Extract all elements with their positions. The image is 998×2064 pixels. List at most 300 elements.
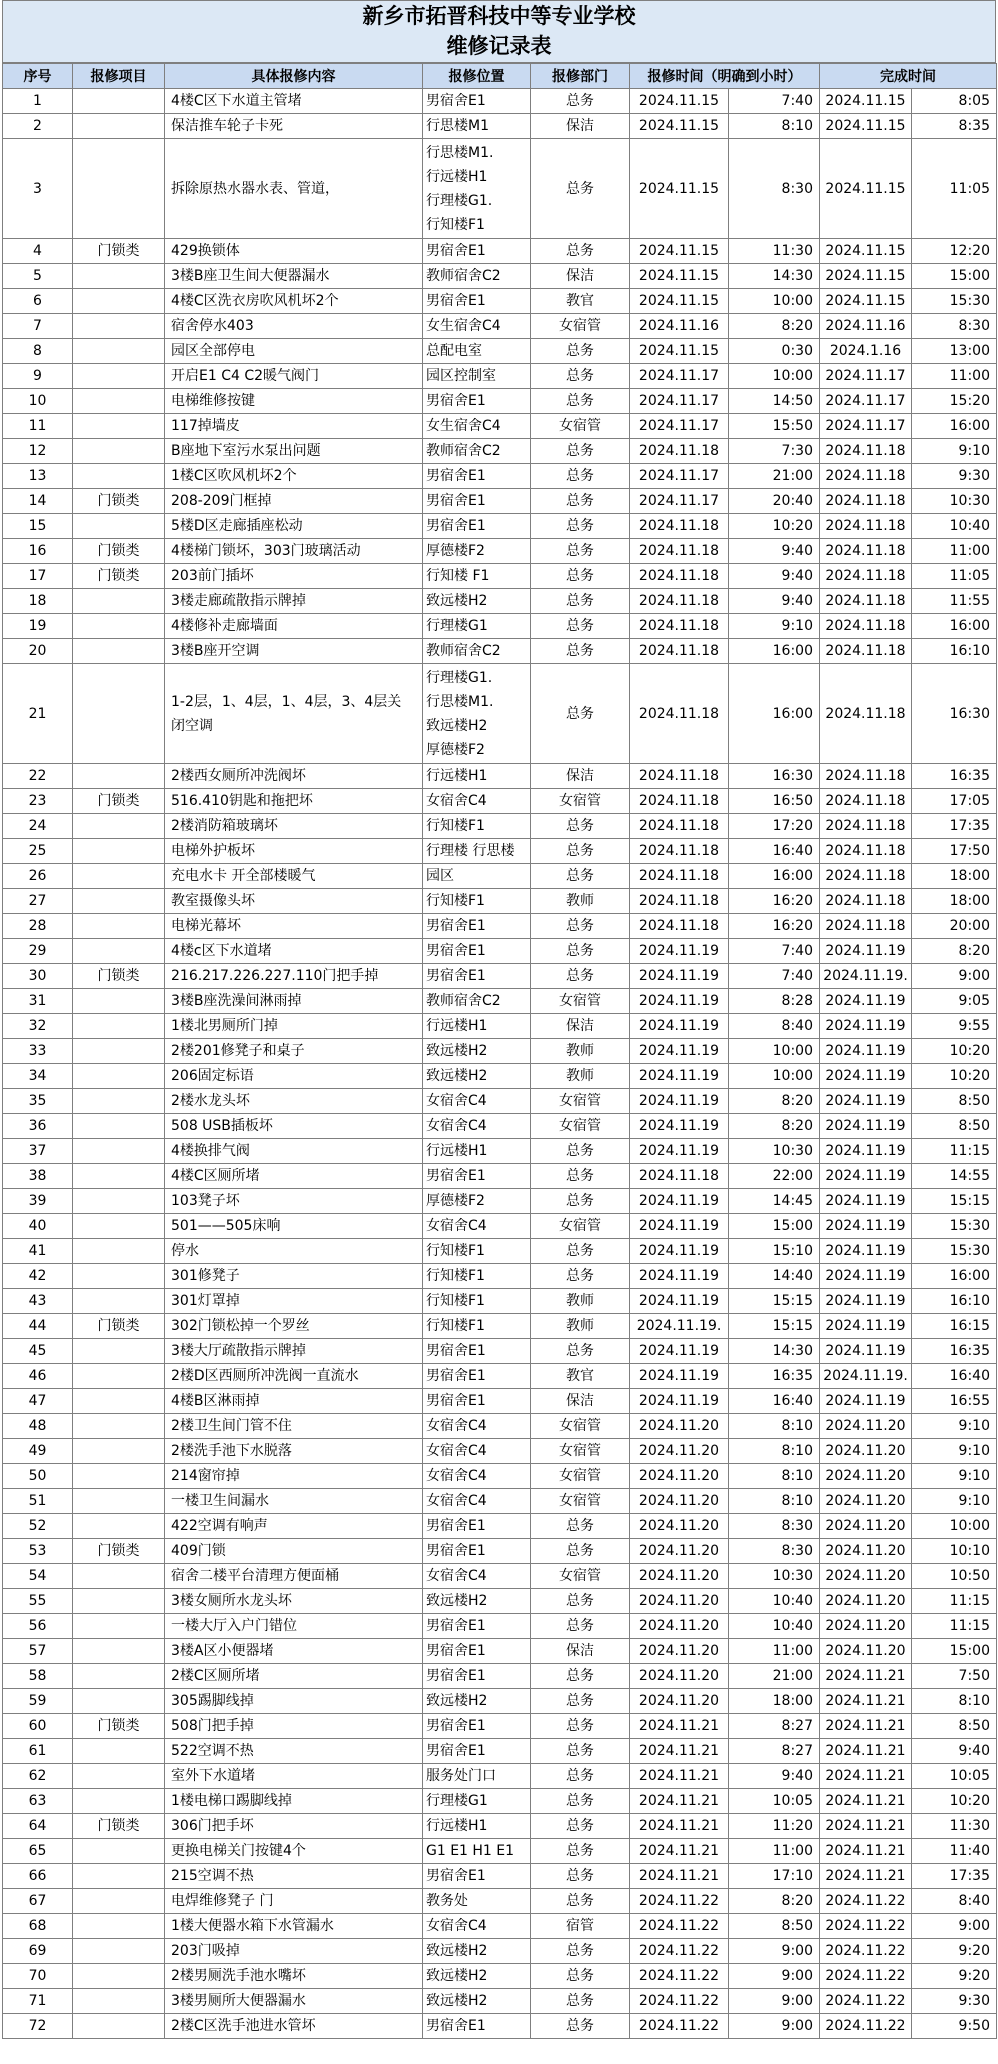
cell-location: 园区 (423, 864, 531, 889)
cell-item (73, 1689, 165, 1714)
cell-report-date: 2024.11.15 (630, 239, 729, 264)
cell-item (73, 1189, 165, 1214)
cell-report-time: 16:00 (729, 639, 820, 664)
cell-report-date: 2024.11.19 (630, 1214, 729, 1239)
cell-location: 男宿舍E1 (423, 489, 531, 514)
table-row (3, 1339, 997, 1364)
cell-location: 行知楼F1 (423, 1289, 531, 1314)
cell-no: 39 (3, 1189, 73, 1214)
cell-no: 60 (3, 1714, 73, 1739)
cell-item (73, 114, 165, 139)
cell-finish-date: 2024.11.18 (820, 564, 912, 589)
cell-report-date: 2024.11.19 (630, 1039, 729, 1064)
cell-finish-time: 12:20 (912, 239, 997, 264)
cell-dept: 总务 (531, 864, 630, 889)
cell-finish-date: 2024.11.22 (820, 1914, 912, 1939)
cell-dept: 教师 (531, 1289, 630, 1314)
cell-item (73, 814, 165, 839)
cell-location: 男宿舍E1 (423, 89, 531, 114)
cell-report-date: 2024.11.15 (630, 339, 729, 364)
table-row (3, 1789, 997, 1814)
cell-no: 6 (3, 289, 73, 314)
cell-report-time: 9:00 (729, 1939, 820, 1964)
table-row (3, 614, 997, 639)
cell-location: 男宿舍E1 (423, 1864, 531, 1889)
cell-finish-date: 2024.11.17 (820, 414, 912, 439)
table-row (3, 1514, 997, 1539)
cell-finish-date: 2024.11.20 (820, 1414, 912, 1439)
cell-finish-time: 16:55 (912, 1389, 997, 1414)
cell-location: 男宿舍E1 (423, 914, 531, 939)
cell-finish-time: 9:10 (912, 1464, 997, 1489)
cell-finish-time: 15:00 (912, 264, 997, 289)
cell-finish-time: 8:40 (912, 1889, 997, 1914)
table-row (3, 239, 997, 264)
cell-report-date: 2024.11.21 (630, 1714, 729, 1739)
cell-report-date: 2024.11.18 (630, 789, 729, 814)
cell-finish-time: 16:35 (912, 1339, 997, 1364)
cell-report-date: 2024.11.21 (630, 1839, 729, 1864)
cell-report-date: 2024.11.19 (630, 1114, 729, 1139)
cell-dept: 总务 (531, 1739, 630, 1764)
cell-report-time: 15:50 (729, 414, 820, 439)
cell-report-date: 2024.11.21 (630, 1739, 729, 1764)
cell-no: 72 (3, 2014, 73, 2039)
cell-report-date: 2024.11.19 (630, 1264, 729, 1289)
table-row (3, 1639, 997, 1664)
cell-content: 215空调不热 (165, 1864, 423, 1889)
cell-content: 208-209门框掉 (165, 489, 423, 514)
cell-content: 拆除原热水器水表、管道， (165, 139, 423, 239)
cell-dept: 女宿管 (531, 1089, 630, 1114)
cell-finish-time: 15:20 (912, 389, 997, 414)
table-row (3, 839, 997, 864)
cell-no: 2 (3, 114, 73, 139)
cell-report-date: 2024.11.18 (630, 539, 729, 564)
cell-location: 女宿舍C4 (423, 1489, 531, 1514)
cell-report-time: 17:10 (729, 1864, 820, 1889)
cell-dept: 总务 (531, 539, 630, 564)
cell-finish-date: 2024.11.18 (820, 839, 912, 864)
cell-finish-time: 15:30 (912, 1214, 997, 1239)
cell-item (73, 1614, 165, 1639)
cell-report-date: 2024.11.20 (630, 1464, 729, 1489)
cell-item (73, 339, 165, 364)
cell-report-time: 14:50 (729, 389, 820, 414)
cell-no: 4 (3, 239, 73, 264)
cell-item (73, 1589, 165, 1614)
cell-finish-date: 2024.11.19 (820, 1089, 912, 1114)
cell-content: 305踢脚线掉 (165, 1689, 423, 1714)
cell-finish-time: 9:30 (912, 1989, 997, 2014)
cell-report-date: 2024.11.18 (630, 514, 729, 539)
cell-finish-date: 2024.11.19 (820, 1014, 912, 1039)
cell-location-line: 行知楼F1 (426, 216, 485, 233)
table-row (3, 789, 997, 814)
table-row (3, 1139, 997, 1164)
cell-location: 厚德楼F2 (423, 1189, 531, 1214)
cell-finish-time: 10:00 (912, 1514, 997, 1539)
cell-report-date: 2024.11.20 (630, 1514, 729, 1539)
cell-content: 1楼电梯口踢脚线掉 (165, 1789, 423, 1814)
cell-finish-date: 2024.11.18 (820, 789, 912, 814)
cell-dept: 总务 (531, 914, 630, 939)
cell-dept: 总务 (531, 1539, 630, 1564)
cell-finish-date: 2024.11.20 (820, 1614, 912, 1639)
cell-no: 26 (3, 864, 73, 889)
cell-location: 致远楼H2 (423, 1589, 531, 1614)
cell-location: 女宿舍C4 (423, 1089, 531, 1114)
cell-report-time: 7:30 (729, 439, 820, 464)
cell-finish-date: 2024.11.21 (820, 1664, 912, 1689)
cell-item (73, 1739, 165, 1764)
cell-no: 23 (3, 789, 73, 814)
cell-dept: 总务 (531, 1264, 630, 1289)
cell-no: 35 (3, 1089, 73, 1114)
cell-finish-time: 10:10 (912, 1539, 997, 1564)
cell-report-date: 2024.11.18 (630, 614, 729, 639)
cell-no: 8 (3, 339, 73, 364)
cell-location-line: 行思楼M1. (426, 144, 494, 161)
cell-location (423, 139, 531, 239)
cell-report-date: 2024.11.17 (630, 389, 729, 414)
cell-finish-date: 2024.11.19 (820, 1214, 912, 1239)
cell-finish-date: 2024.11.20 (820, 1439, 912, 1464)
cell-report-time: 16:35 (729, 1364, 820, 1389)
table-row (3, 1264, 997, 1289)
cell-item: 门锁类 (73, 964, 165, 989)
table-row (3, 989, 997, 1014)
cell-dept: 女宿管 (531, 789, 630, 814)
cell-report-time: 8:20 (729, 1889, 820, 1914)
cell-location: 女宿舍C4 (423, 1564, 531, 1589)
cell-dept: 总务 (531, 1614, 630, 1639)
cell-no: 10 (3, 389, 73, 414)
cell-finish-date: 2024.11.20 (820, 1489, 912, 1514)
cell-content: 216.217.226.227.110门把手掉 (165, 964, 423, 989)
cell-location: 行理楼G1 (423, 1789, 531, 1814)
cell-dept: 总务 (531, 1664, 630, 1689)
cell-location: 男宿舍E1 (423, 1514, 531, 1539)
cell-content: 开启E1 C4 C2暖气阀门 (165, 364, 423, 389)
cell-item (73, 1989, 165, 2014)
table-title: 维修记录表 (446, 34, 552, 58)
cell-report-date: 2024.11.20 (630, 1414, 729, 1439)
cell-item (73, 1364, 165, 1389)
cell-location: 男宿舍E1 (423, 1539, 531, 1564)
cell-report-date: 2024.11.19 (630, 1089, 729, 1114)
cell-finish-time: 16:35 (912, 764, 997, 789)
cell-location: 男宿舍E1 (423, 464, 531, 489)
cell-report-time: 16:40 (729, 839, 820, 864)
cell-no: 45 (3, 1339, 73, 1364)
cell-report-time: 10:00 (729, 364, 820, 389)
cell-item (73, 1214, 165, 1239)
cell-item (73, 614, 165, 639)
cell-report-time: 8:10 (729, 1439, 820, 1464)
cell-finish-time: 10:05 (912, 1764, 997, 1789)
cell-item: 门锁类 (73, 1539, 165, 1564)
cell-report-time: 8:20 (729, 1114, 820, 1139)
cell-content: 4楼换排气阀 (165, 1139, 423, 1164)
cell-finish-date: 2024.11.18 (820, 439, 912, 464)
cell-no: 58 (3, 1664, 73, 1689)
table-row (3, 964, 997, 989)
cell-finish-time: 8:35 (912, 114, 997, 139)
cell-report-time: 7:40 (729, 964, 820, 989)
cell-finish-date: 2024.11.19 (820, 1339, 912, 1364)
cell-report-date: 2024.11.21 (630, 1764, 729, 1789)
cell-content: 1楼北男厕所门掉 (165, 1014, 423, 1039)
cell-finish-date: 2024.11.18 (820, 864, 912, 889)
cell-no: 28 (3, 914, 73, 939)
cell-no: 13 (3, 464, 73, 489)
cell-location: 教师宿舍C2 (423, 439, 531, 464)
cell-no: 27 (3, 889, 73, 914)
cell-report-time: 10:00 (729, 1064, 820, 1089)
cell-finish-time: 16:00 (912, 614, 997, 639)
cell-finish-date: 2024.11.21 (820, 1689, 912, 1714)
table-row (3, 1889, 997, 1914)
cell-finish-date: 2024.11.19 (820, 1189, 912, 1214)
cell-content: 2楼男厕洗手池水嘴坏 (165, 1964, 423, 1989)
cell-report-date: 2024.11.22 (630, 1939, 729, 1964)
cell-no: 52 (3, 1514, 73, 1539)
cell-finish-date: 2024.11.15 (820, 89, 912, 114)
cell-no: 15 (3, 514, 73, 539)
table-row (3, 1039, 997, 1064)
cell-report-date: 2024.11.18 (630, 864, 729, 889)
cell-location: 男宿舍E1 (423, 239, 531, 264)
cell-report-date: 2024.11.19 (630, 1239, 729, 1264)
cell-location: 园区控制室 (423, 364, 531, 389)
cell-finish-time: 11:05 (912, 139, 997, 239)
cell-content: 4楼C区洗衣房吹风机坏2个 (165, 289, 423, 314)
cell-location: 致远楼H2 (423, 1689, 531, 1714)
cell-content: 214窗帘掉 (165, 1464, 423, 1489)
cell-report-time: 8:10 (729, 1489, 820, 1514)
cell-location: 行思楼M1 (423, 114, 531, 139)
cell-report-time: 15:15 (729, 1289, 820, 1314)
cell-content: 3楼B座洗澡间淋雨掉 (165, 989, 423, 1014)
table-row (3, 1164, 997, 1189)
cell-location: 女宿舍C4 (423, 1114, 531, 1139)
cell-report-time: 8:27 (729, 1714, 820, 1739)
table-row (3, 1689, 997, 1714)
cell-finish-time: 11:40 (912, 1839, 997, 1864)
cell-report-date: 2024.11.19 (630, 1014, 729, 1039)
cell-finish-date: 2024.11.19 (820, 1139, 912, 1164)
cell-item (73, 1239, 165, 1264)
cell-item (73, 1664, 165, 1689)
cell-finish-date: 2024.11.18 (820, 539, 912, 564)
table-row (3, 289, 997, 314)
cell-dept: 总务 (531, 464, 630, 489)
cell-dept: 总务 (531, 239, 630, 264)
cell-finish-time: 8:30 (912, 314, 997, 339)
cell-content: 电梯外护板坏 (165, 839, 423, 864)
cell-report-time: 8:30 (729, 1514, 820, 1539)
cell-item (73, 764, 165, 789)
table-row (3, 1539, 997, 1564)
cell-no: 46 (3, 1364, 73, 1389)
cell-finish-date: 2024.11.18 (820, 464, 912, 489)
cell-dept: 总务 (531, 814, 630, 839)
cell-no: 31 (3, 989, 73, 1014)
cell-finish-date: 2024.11.22 (820, 1989, 912, 2014)
cell-item (73, 914, 165, 939)
cell-finish-date: 2024.11.15 (820, 239, 912, 264)
cell-content: 3楼女厕所水龙头坏 (165, 1589, 423, 1614)
table-row (3, 339, 997, 364)
cell-location: 女宿舍C4 (423, 1439, 531, 1464)
cell-finish-time: 17:05 (912, 789, 997, 814)
cell-finish-time: 8:20 (912, 939, 997, 964)
cell-location: 行知楼F1 (423, 1264, 531, 1289)
cell-report-date: 2024.11.22 (630, 1889, 729, 1914)
cell-location: 行理楼 行思楼 (423, 839, 531, 864)
cell-report-date: 2024.11.18 (630, 1164, 729, 1189)
cell-content: 2楼西女厕所冲洗阀坏 (165, 764, 423, 789)
cell-report-date: 2024.11.20 (630, 1489, 729, 1514)
cell-dept: 总务 (531, 1589, 630, 1614)
cell-report-time: 8:20 (729, 1089, 820, 1114)
cell-no: 29 (3, 939, 73, 964)
cell-item (73, 289, 165, 314)
table-row (3, 514, 997, 539)
cell-report-time: 8:20 (729, 314, 820, 339)
cell-report-date: 2024.11.18 (630, 589, 729, 614)
cell-finish-time: 9:40 (912, 1739, 997, 1764)
cell-finish-time: 8:50 (912, 1114, 997, 1139)
cell-no: 16 (3, 539, 73, 564)
cell-item (73, 1089, 165, 1114)
cell-location: 女宿舍C4 (423, 1214, 531, 1239)
repair-record-sheet (2, 0, 996, 2039)
cell-item (73, 464, 165, 489)
cell-report-date: 2024.11.16 (630, 314, 729, 339)
cell-item (73, 1764, 165, 1789)
cell-item (73, 1439, 165, 1464)
cell-finish-time: 10:20 (912, 1039, 997, 1064)
cell-finish-date: 2024.11.17 (820, 389, 912, 414)
header-content: 具体报修内容 (165, 64, 423, 89)
cell-finish-time: 16:10 (912, 639, 997, 664)
cell-content: 3楼男厕所大便器漏水 (165, 1989, 423, 2014)
cell-no: 30 (3, 964, 73, 989)
cell-no: 64 (3, 1814, 73, 1839)
cell-finish-date: 2024.11.19 (820, 1114, 912, 1139)
cell-finish-date: 2024.11.19. (820, 964, 912, 989)
cell-dept: 总务 (531, 639, 630, 664)
cell-location: 行远楼H1 (423, 1139, 531, 1164)
cell-report-date: 2024.11.21 (630, 1789, 729, 1814)
cell-finish-date: 2024.11.19 (820, 1039, 912, 1064)
cell-no: 20 (3, 639, 73, 664)
header-report-time: 报修时间（明确到小时） (630, 64, 820, 89)
cell-report-date: 2024.11.22 (630, 2014, 729, 2039)
table-row (3, 1289, 997, 1314)
cell-report-date: 2024.11.20 (630, 1614, 729, 1639)
table-row (3, 1739, 997, 1764)
cell-content: 206固定标语 (165, 1064, 423, 1089)
cell-dept: 教师 (531, 889, 630, 914)
cell-no: 48 (3, 1414, 73, 1439)
cell-report-date: 2024.11.19 (630, 1389, 729, 1414)
cell-location: 行远楼H1 (423, 1014, 531, 1039)
cell-no: 71 (3, 1989, 73, 2014)
cell-report-date: 2024.11.20 (630, 1564, 729, 1589)
cell-report-time: 8:30 (729, 1539, 820, 1564)
cell-dept: 总务 (531, 1164, 630, 1189)
cell-content: 422空调有响声 (165, 1514, 423, 1539)
cell-content: 保洁推车轮子卡死 (165, 114, 423, 139)
cell-content: 3楼B座开空调 (165, 639, 423, 664)
cell-finish-date: 2024.11.15 (820, 264, 912, 289)
cell-finish-date: 2024.11.18 (820, 914, 912, 939)
cell-item (73, 1464, 165, 1489)
cell-report-time: 8:40 (729, 1014, 820, 1039)
cell-no: 65 (3, 1839, 73, 1864)
cell-location: 教师宿舍C2 (423, 989, 531, 1014)
cell-report-date: 2024.11.19 (630, 1364, 729, 1389)
cell-no: 32 (3, 1014, 73, 1039)
cell-location: 男宿舍E1 (423, 2014, 531, 2039)
cell-finish-date: 2024.11.15 (820, 139, 912, 239)
cell-content: 203门吸掉 (165, 1939, 423, 1964)
table-row (3, 1389, 997, 1414)
cell-location: 男宿舍E1 (423, 1364, 531, 1389)
cell-report-date: 2024.11.19 (630, 1289, 729, 1314)
table-row (3, 314, 997, 339)
cell-report-time: 9:00 (729, 1964, 820, 1989)
cell-report-time: 22:00 (729, 1164, 820, 1189)
cell-finish-date: 2024.11.21 (820, 1839, 912, 1864)
cell-location-line: 行理楼G1. (426, 669, 493, 686)
cell-report-time: 9:40 (729, 589, 820, 614)
cell-no: 17 (3, 564, 73, 589)
cell-report-time: 9:40 (729, 1764, 820, 1789)
cell-dept: 总务 (531, 2014, 630, 2039)
cell-item (73, 864, 165, 889)
table-row (3, 1764, 997, 1789)
cell-no: 11 (3, 414, 73, 439)
cell-report-time: 16:20 (729, 914, 820, 939)
cell-content: 1楼C区吹风机坏2个 (165, 464, 423, 489)
cell-report-time: 10:00 (729, 1039, 820, 1064)
cell-finish-time: 15:15 (912, 1189, 997, 1214)
cell-report-time: 14:30 (729, 264, 820, 289)
cell-dept: 总务 (531, 939, 630, 964)
cell-item (73, 514, 165, 539)
cell-report-time: 8:30 (729, 139, 820, 239)
cell-report-time: 16:00 (729, 864, 820, 889)
cell-item (73, 1789, 165, 1814)
cell-finish-time: 9:50 (912, 2014, 997, 2039)
header-item: 报修项目 (73, 64, 165, 89)
cell-report-date: 2024.11.20 (630, 1589, 729, 1614)
cell-content: 3楼A区小便器堵 (165, 1639, 423, 1664)
cell-no: 36 (3, 1114, 73, 1139)
cell-location: 男宿舍E1 (423, 1639, 531, 1664)
table-row (3, 1364, 997, 1389)
cell-content: 409门锁 (165, 1539, 423, 1564)
cell-finish-time: 16:00 (912, 1264, 997, 1289)
table-row (3, 1964, 997, 1989)
cell-report-date: 2024.11.19 (630, 989, 729, 1014)
cell-dept: 女宿管 (531, 314, 630, 339)
table-row (3, 889, 997, 914)
